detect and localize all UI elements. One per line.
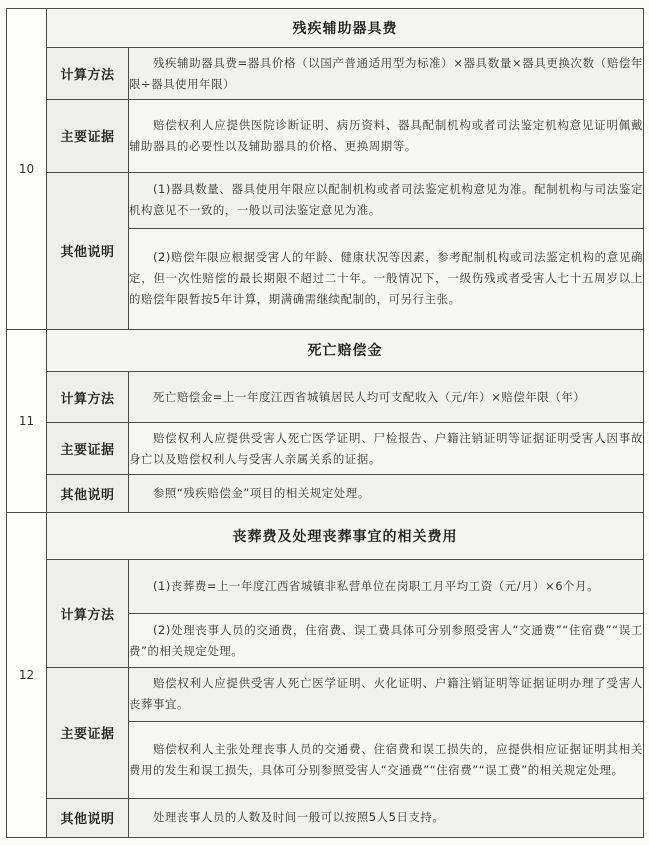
section-title: 残疾辅助器具费 <box>47 9 644 48</box>
paragraph: 赔偿权利人应提供受害人死亡医学证明、火化证明、户籍注销证明等证据证明办理了受害人丧葬事宜。 <box>129 676 643 712</box>
table-row <box>7 667 644 721</box>
paragraph: (1)器具数量、器具使用年限应以配制机构或者司法鉴定机构意见为准。配制机构与司法鉴定机构意见不一致的，一般以司法鉴定意见为准。 <box>129 182 643 218</box>
row-label: 计算方法 <box>47 371 129 423</box>
table-row <box>7 172 644 228</box>
row-label: 其他说明 <box>47 172 129 330</box>
row-label: 计算方法 <box>47 560 129 668</box>
table-row <box>7 371 644 423</box>
section-number: 10 <box>7 9 47 330</box>
paragraph: 死亡赔偿金=上一年度江西省城镇居民人均可支配收入（元/年）×赔偿年限（年） <box>152 389 586 404</box>
table-row <box>7 560 644 614</box>
paragraph: 赔偿权利人主张处理丧事人员的交通费、住宿费和误工损失的，应提供相应证据证明其相关费用的发生和误工损失，具体可分别参照受害人“交通费”“住宿费”“误工费”的相关规定处理。 <box>129 741 643 777</box>
paragraph: 赔偿权利人应提供受害人死亡医学证明、尸检报告、户籍注销证明等证据证明受害人因事故身亡以及赔偿权利人与受害人亲属关系的证据。 <box>129 430 643 466</box>
row-label: 计算方法 <box>47 48 129 100</box>
table-row <box>7 475 644 512</box>
row-content <box>129 798 644 837</box>
row-content <box>129 721 644 798</box>
section-number: 11 <box>7 330 47 512</box>
row-content <box>129 667 644 721</box>
table-row <box>7 423 644 475</box>
paragraph: 赔偿权利人应提供医院诊断证明、病历资料、器具配制机构或者司法鉴定机构意见证明佩戴辅助器具的必要性以及辅助器具的价格、更换周期等。 <box>129 117 643 153</box>
row-label: 主要证据 <box>47 100 129 173</box>
paragraph: (2)赔偿年限应根据受害人的年龄、健康状况等因素，参考配制机构或司法鉴定机构的意见确定，但一次性赔偿的最长期限不超过二十年。一般情况下，一级伤残或者受害人七十五周岁以上的赔偿年限暂按5年计算，期满确需继续配制的，可另行主张。 <box>129 250 643 307</box>
table-row <box>7 100 644 173</box>
row-content <box>129 172 644 228</box>
paragraph: 处理丧事人员的人数及时间一般可以按照5人5日支持。 <box>152 810 445 825</box>
compensation-table <box>6 8 644 838</box>
section-number: 12 <box>7 512 47 837</box>
row-content <box>129 228 644 330</box>
section-11-header-row <box>7 330 644 371</box>
section-12-header-row <box>7 512 644 560</box>
row-label: 主要证据 <box>47 667 129 798</box>
paragraph: (1)丧葬费=上一年度江西省城镇非私营单位在岗职工月平均工资（元/月）×6个月。 <box>152 579 600 594</box>
table-row <box>7 798 644 837</box>
row-content <box>129 100 644 173</box>
row-label: 其他说明 <box>47 798 129 837</box>
row-label: 其他说明 <box>47 475 129 512</box>
paragraph: (2)处理丧事人员的交通费，住宿费、误工费具体可分别参照受害人“交通费”“住宿费”“误工费”的相关规定处理。 <box>129 622 643 658</box>
row-content <box>129 614 644 668</box>
paragraph: 参照“残疾赔偿金”项目的相关规定处理。 <box>152 485 370 500</box>
row-label: 主要证据 <box>47 423 129 475</box>
section-10-header-row <box>7 9 644 48</box>
section-title: 死亡赔偿金 <box>47 330 644 371</box>
row-content <box>129 48 644 100</box>
section-title: 丧葬费及处理丧葬事宜的相关费用 <box>47 512 644 560</box>
row-content <box>129 371 644 423</box>
table-row <box>7 48 644 100</box>
row-content <box>129 423 644 475</box>
row-content <box>129 475 644 512</box>
paragraph: 残疾辅助器具费=器具价格（以国产普通适用型为标准）×器具数量×器具更换次数（赔偿年限÷器具使用年限） <box>129 55 643 91</box>
row-content <box>129 560 644 614</box>
